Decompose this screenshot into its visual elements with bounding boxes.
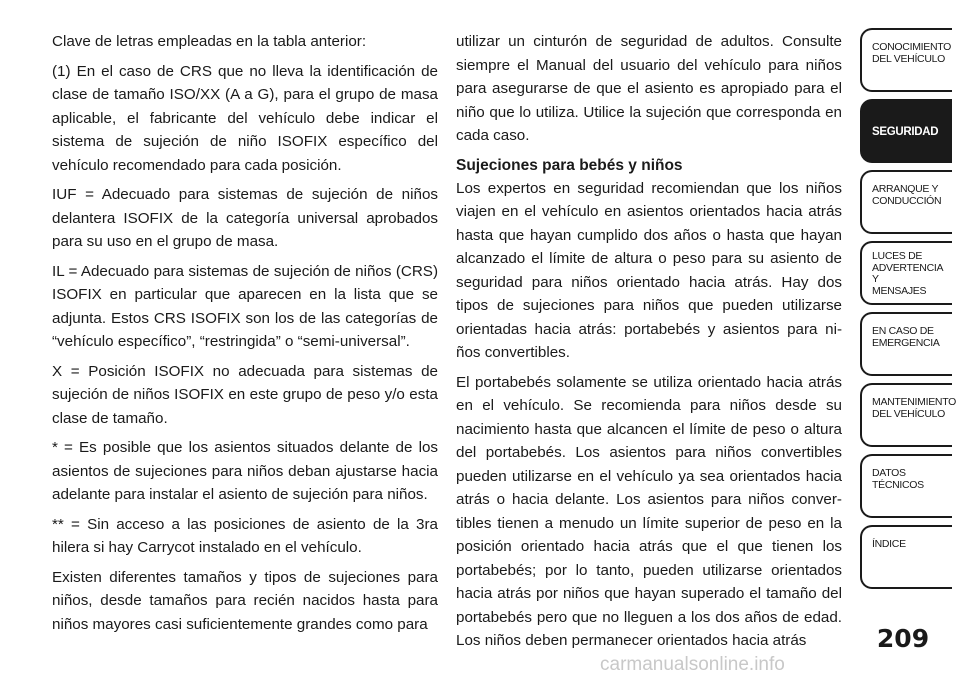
watermark: carmanualsonline.info	[600, 654, 785, 675]
paragraph: (1) En el caso de CRS que no lleva la identificación de clase de tamaño ISO/XX (A a G), para el grupo de masa aplicable, el fabricante del vehículo debe indicar el sistema de sujeción de niño ISOFIX específico del vehículo recomendado para cada posición.	[52, 62, 438, 174]
section-heading: Sujeciones para bebés y niños	[456, 156, 683, 174]
paragraph: Existen diferentes tamaños y tipos de sujeciones para niños, desde tamaños para recién nacidos hasta para niños mayores casi suficientemente grandes como para	[52, 568, 438, 633]
page-number: 209	[876, 624, 930, 653]
paragraph: IUF = Adecuado para sistemas de sujeción de niños delantera ISOFIX de la categoría universal aprobados para su uso en el grupo de masa.	[52, 186, 438, 250]
tab-seguridad[interactable]: SEGURIDAD	[860, 99, 952, 163]
right-column	[456, 30, 842, 659]
tab-conocimiento[interactable]: CONOCIMIENTO DEL VEHÍCULO	[860, 28, 952, 92]
tab-luces[interactable]: LUCES DE ADVERTENCIA Y MENSAJES	[860, 241, 952, 305]
paragraph: Los expertos en seguridad recomiendan que los niños viajen en el vehículo en asientos orientados hacia atrás hasta que hayan cumplido dos años o hasta que hayan alcanzado el límite de altura o peso para su asiento de seguridad para niños orientado hacia atrás. Hay dos tipos de sujeciones para niños que pueden utilizarse orientadas hacia atrás: portabebés y asientos para ni-ños convertibles.	[456, 179, 842, 361]
tab-emergencia[interactable]: EN CASO DE EMERGENCIA	[860, 312, 952, 376]
paragraph: IL = Adecuado para sistemas de sujeción de niños (CRS) ISOFIX en particular que aparecen en la lista que se adjunta. Estos CRS ISOFIX son los de las categorías de “vehículo específico”, “restringida” o “semi-universal”.	[52, 262, 438, 350]
left-column	[52, 30, 438, 642]
chapter-tabs	[860, 28, 956, 596]
paragraph: * = Es posible que los asientos situados delante de los asientos de sujeciones para niños deban ajustarse hacia adelante para instalar el asiento de sujeción para niños.	[52, 439, 438, 503]
tab-mantenimiento[interactable]: MANTENIMIENTO DEL VEHÍCULO	[860, 383, 952, 447]
tab-datos[interactable]: DATOS TÉCNICOS	[860, 454, 952, 518]
paragraph: El portabebés solamente se utiliza orientado hacia atrás en el vehículo. Se recomienda para niños desde su nacimiento hasta que alcancen el límite de peso o altura del portabebés. Los asientos para niños convertibles pueden utilizarse en el vehículo ya sea orientados hacia atrás o hacia delante. Los asientos para niños conver-tibles tienen a menudo un límite superior de peso en la posición orientado hacia atrás que el que tienen los portabebés; por lo tanto, pueden utilizarse orientados hacia atrás por niños que hayan superado el tamaño del portabebés pero que no lleguen a los dos años de edad. Los niños deben permanecer orientados hacia atrás	[456, 373, 842, 649]
tab-arranque[interactable]: ARRANQUE Y CONDUCCIÓN	[860, 170, 952, 234]
tab-indice[interactable]: ÍNDICE	[860, 525, 952, 589]
paragraph: Clave de letras empleadas en la tabla anterior:	[52, 33, 367, 50]
paragraph: X = Posición ISOFIX no adecuada para sistemas de sujeción de niños ISOFIX en este grupo de peso y/o esta clase de tamaño.	[52, 362, 438, 427]
paragraph-continuation: utilizar un cinturón de seguridad de adultos. Consulte siempre el Manual del usuario del vehículo para niños para asegurarse de que el asiento es apropiado para el niño que lo utiliza. Utilice la sujeción que corresponda en cada caso.	[456, 33, 842, 144]
paragraph: ** = Sin acceso a las posiciones de asiento de la 3ra hilera si hay Carrycot instalado en el vehículo.	[52, 515, 438, 556]
